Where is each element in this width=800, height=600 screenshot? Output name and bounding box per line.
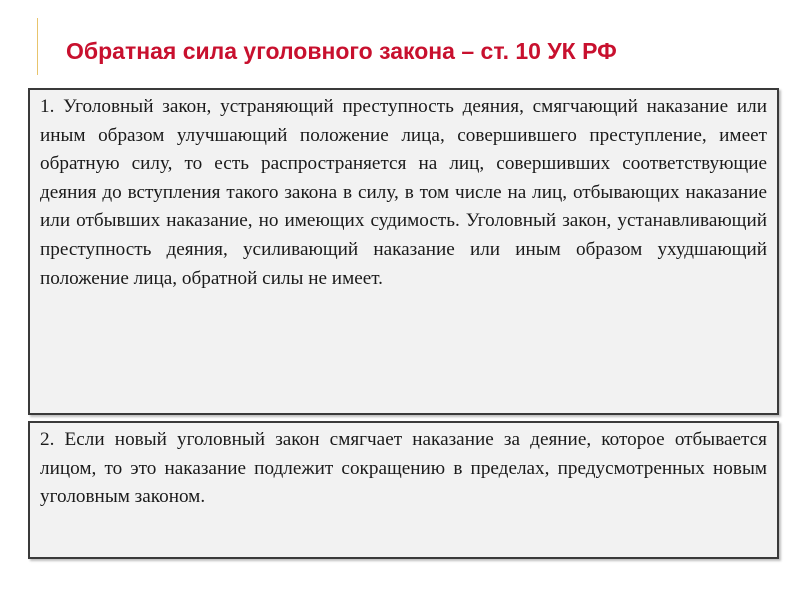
accent-line — [37, 18, 38, 75]
paragraph-box-1: 1. Уголовный закон, устраняющий преступность деяния, смягчающий наказание или иным образом улучшающий положение лица, совершившего преступление, имеет обратную силу, то есть распространяется на лиц, совершивших соответствующие деяния до вступления такого закона в силу, в том числе на лиц, отбывающих наказание или отбывших наказание, но имеющих судимость. Уголовный закон, устанавливающий преступность деяния, усиливающий наказание или иным образом ухудшающий положение лица, обратной силы не имеет. — [28, 88, 779, 415]
paragraph-box-2: 2. Если новый уголовный закон смягчает наказание за деяние, которое отбывается лицом, то это наказание подлежит сокращению в пределах, предусмотренных новым уголовным законом. — [28, 421, 779, 559]
slide-title: Обратная сила уголовного закона – ст. 10 УК РФ — [66, 38, 617, 64]
